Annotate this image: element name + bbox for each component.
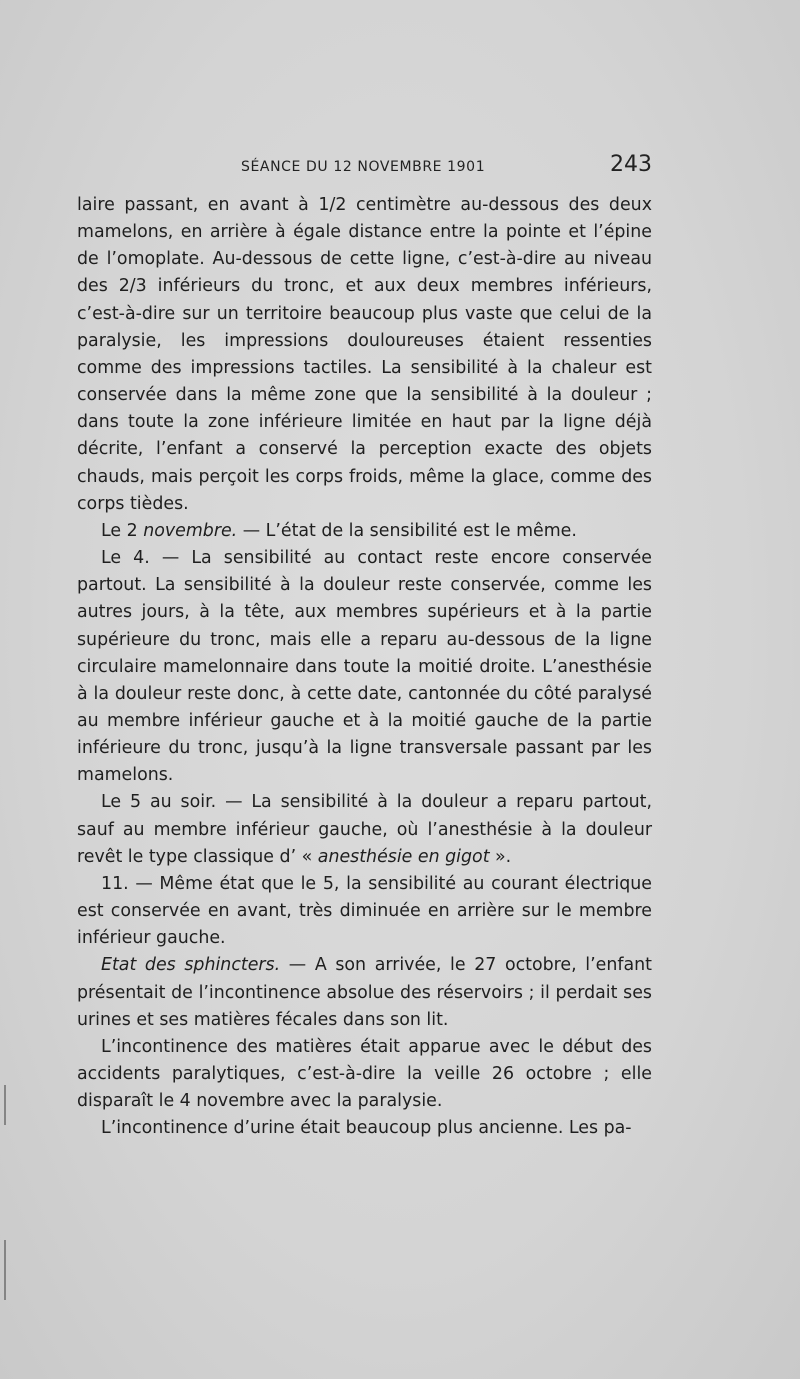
running-head [77,150,652,180]
binding-shadow-mark [4,1240,6,1300]
paragraph [77,1115,652,1142]
paragraph-lead-italic: Etat des sphincters. [101,955,281,976]
paragraph-text: — L’état de la sensibilité est le même. [237,520,577,541]
paragraph-italic: anesthésie en gigot [317,846,490,867]
paragraph [77,192,652,518]
paragraph [77,518,652,545]
paragraph-lead-italic: novembre. [143,520,238,541]
paragraph-text: 11. — Même état que le 5, la sensibilité au courant électrique est conservée en avant, très diminuée en arrière sur le membre inférieur gauche. [77,873,652,949]
paragraph [77,789,652,870]
paragraph-text: L’incontinence des matières était apparue avec le début des accidents paralytiques, c’est-à-dire la veille 26 octobre ; elle disparaît le 4 novembre avec la paralysie. [77,1036,652,1112]
body-text [77,192,652,1142]
paragraph [77,1034,652,1115]
paragraph-text: — A son arrivée, le 27 octobre, l’enfant présentait de l’incontinence absolue des réservoirs ; il perdait ses urines et ses matières fécales dans son lit. [77,955,652,1030]
paragraph-text: Le 5 au soir. — La sensibilité à la douleur a reparu partout, sauf au membre inférieur gauche, où l’anesthésie à la douleur revêt le type classique d’ « [77,792,652,867]
binding-shadow-mark [4,1085,6,1125]
page-number: 243 [610,152,652,177]
paragraph [77,952,652,1033]
paragraph [77,871,652,952]
paragraph-text: Le 4. — La sensibilité au contact reste encore conservée partout. La sensibilité à la douleur reste conservée, comme les autres jours, à la tête, aux membres supérieurs et à la partie supérieure du tronc, mais elle a reparu au-dessous de la ligne circulaire mamelonnaire dans toute la moitié droite. L’anesthésie à la douleur reste donc, à cette date, cantonnée du côté paralysé au membre inférieur gauche et à la moitié gauche de la partie inférieure du tronc, jusqu’à la ligne transversale passant par les mamelons. [77,548,652,786]
paragraph-lead: Le 2 [101,520,144,541]
paragraph-tail: ». [489,846,512,867]
paragraph [77,545,652,789]
paragraph-text: laire passant, en avant à 1/2 centimètre au-dessous des deux mamelons, en arrière à égale distance entre la pointe et l’épine de l’omoplate. Au-dessous de cette ligne, c’est-à-dire au niveau des 2/3 inférieurs du tronc, et aux deux membres inférieurs, c’est-à-dire sur un territoire beaucoup plus vaste que celui de la paralysie, les impressions douloureuses étaient ressenties comme des impressions tactiles. La sensibilité à la chaleur est conservée dans la même zone que la sensibilité à la douleur ; dans toute la zone inférieure limitée en haut par la ligne déjà décrite, l’enfant a conservé la perception exacte des objets chauds, mais perçoit les corps froids, même la glace, comme des corps tièdes. [77,195,652,514]
running-title: SÉANCE DU 12 NOVEMBRE 1901 [241,159,486,175]
paragraph-text: L’incontinence d’urine était beaucoup plus ancienne. Les pa- [101,1118,632,1139]
